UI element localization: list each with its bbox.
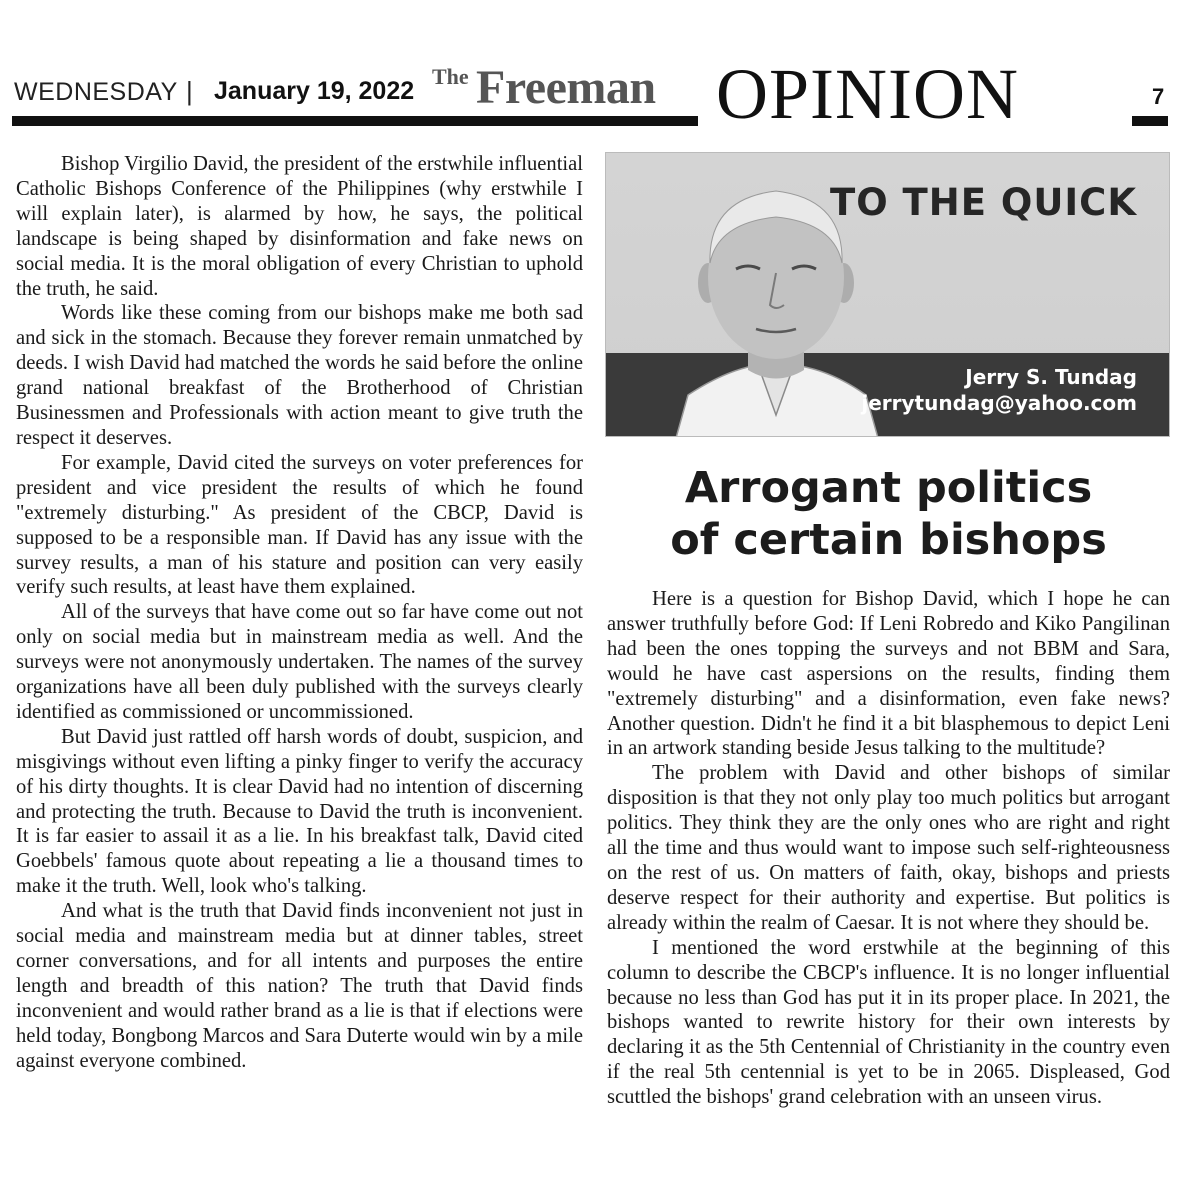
paragraph: And what is the truth that David finds inconvenient not just in social media and mainstream media but at dinner tables, street corner conversations, and for all intents and purposes the entire length and breadth of this nation? The truth that David finds inconvenient and would rather brand as a lie is that if elections were held today, Bongbong Marcos and Sara Duterte would win by a mile against everyone combined. [16,900,583,1072]
newspaper-logo: Freeman [476,61,656,114]
column-header-box [605,152,1170,437]
newspaper-logo-the: The [432,64,469,89]
masthead-rule-right [1132,116,1168,126]
headline-line-2: of certain bishops [670,515,1107,565]
headline-line-1: Arrogant politics [684,463,1093,513]
paragraph: I mentioned the word erstwhile at the beginning of this column to describe the CBCP's influence. It is no longer influential because no less than God has put it in its proper place. In 2021, the bishops wanted to rewrite history for their own interests by declaring it as the 5th Centennial of Christianity in the country even if the real 5th centennial is yet to be in 2065. Displeased, God scuttled the bishops' grand celebration with an unseen virus. [607,936,1170,1109]
paragraph: Bishop Virgilio David, the president of the erstwhile influential Catholic Bishops Conference of the Philippines (why erstwhile I will explain later), is alarmed by how, he says, the political landscape is being shaped by disinformation and fake news on social media. It is the moral obligation of every Christian to uphold the truth, he said. [16,153,583,300]
article-headline [607,462,1170,566]
paragraph: Words like these coming from our bishops make me both sad and sick in the stomach. Because they forever remain unmatched by deeds. I wish David had matched the words he said before the online grand national breakfast of the Brotherhood of Christian Businessmen and Professionals with action meant to give truth the respect it deserves. [16,302,583,449]
masthead-date: January 19, 2022 [214,77,415,105]
paragraph: But David just rattled off harsh words of doubt, suspicion, and misgivings without even lifting a pinky finger to verify the accuracy of his dirty thoughts. It is clear David had no intention of discerning and protecting the truth. Because to David the truth is inconvenient. It is far easier to assail it as a lie. In his breakfast talk, David cited Goebbels' famous quote about repeating a lie a thousand times to make it the truth. Well, look who's talking. [16,725,583,898]
masthead-rule [12,116,698,126]
column-title: TO THE QUICK [829,181,1137,224]
masthead [0,0,1200,140]
paragraph: Here is a question for Bishop David, which I hope he can answer truthfully before God: If Leni Robredo and Kiko Pangilinan had been the ones topping the surveys and not BBM and Sara, would he have cast aspersions on the results, finding them "extremely disturbing" and a disinformation, even fake news? Another question. Didn't he find it a bit blasphemous to depict Leni in an artwork standing beside Jesus talking to the multitude? [607,588,1170,760]
paragraph: All of the surveys that have come out so far have come out not only on social media but in mainstream media as well. And the surveys were not anonymously undertaken. The names of the survey organizations have all been duly published with the surveys clearly identified as commissioned or uncommissioned. [16,601,583,723]
author-email: jerrytundag@yahoo.com [861,391,1137,415]
page-number: 7 [1152,84,1165,109]
author-name: Jerry S. Tundag [965,365,1137,389]
masthead-separator: | [186,76,193,106]
masthead-day: WEDNESDAY [14,78,178,106]
section-title: OPINION [716,54,1019,134]
paragraph: For example, David cited the surveys on voter preferences for president and vice president the results of which he found "extremely disturbing." As president of the CBCP, David is supposed to be a responsible man. If David has any issue with the survey results, a man of his stature and position can very easily verify such results, at least have them explained. [16,451,583,599]
article-column-left [16,152,583,1074]
paragraph: The problem with David and other bishops of similar disposition is that they not only play too much politics but arrogant politics. They think they are the only ones who are right and right all the time and thus would want to impose such self-righteousness on the rest of us. On matters of faith, okay, bishops and priests deserve respect for their authority and expertise. But politics is already within the realm of Caesar. It is not where they should be. [607,762,1170,934]
article-column-right [607,587,1170,1110]
